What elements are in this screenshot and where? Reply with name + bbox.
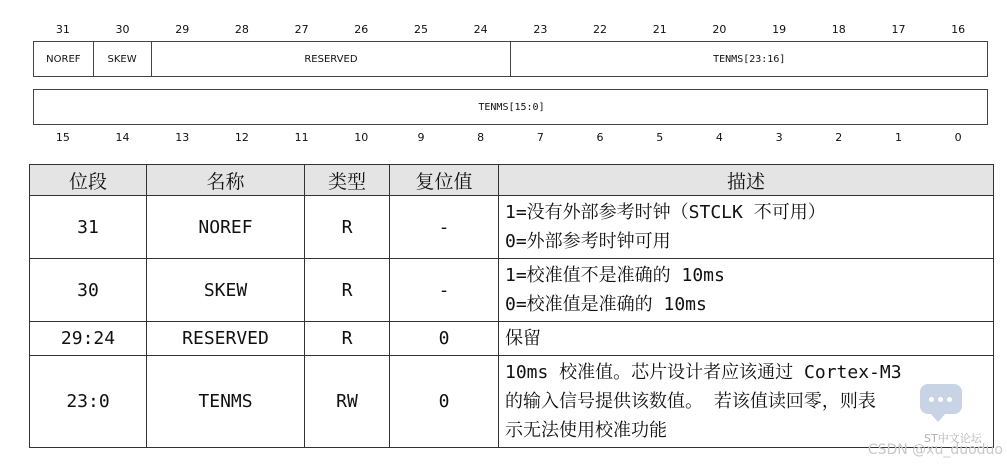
header-type: 类型 xyxy=(305,165,390,196)
description-line: 0=校准值是准确的 10ms xyxy=(505,294,707,315)
register-field: TENMS[15:0] xyxy=(478,101,545,113)
bit-number: 9 xyxy=(417,131,425,144)
bit-number: 4 xyxy=(715,131,723,144)
bit-number: 27 xyxy=(294,23,309,36)
register-field: TENMS[23:16] xyxy=(713,53,786,65)
cell-reset: 0 xyxy=(390,322,499,356)
chat-bubble-icon[interactable] xyxy=(920,384,962,414)
table-row xyxy=(30,259,994,322)
cell-reset: 0 xyxy=(390,356,499,448)
bit-number: 23 xyxy=(533,23,548,36)
bit-number: 10 xyxy=(354,131,369,144)
lower-bit-numbers xyxy=(0,130,1007,146)
register-description-table xyxy=(29,164,994,448)
register-field: SKEW xyxy=(93,42,153,76)
cell-bits: 30 xyxy=(30,259,147,322)
description-line: 1=没有外部参考时钟（STCLK 不可用） xyxy=(505,202,826,223)
bit-number: 26 xyxy=(354,23,369,36)
bit-number: 2 xyxy=(835,131,843,144)
bit-number: 18 xyxy=(831,23,846,36)
bit-number: 29 xyxy=(175,23,190,36)
cell-description xyxy=(499,259,994,322)
bit-number: 19 xyxy=(772,23,787,36)
bit-number: 31 xyxy=(55,23,70,36)
cell-type: R xyxy=(305,259,390,322)
cell-description xyxy=(499,196,994,259)
cell-description xyxy=(499,322,994,356)
cell-name: NOREF xyxy=(147,196,305,259)
header-name: 名称 xyxy=(147,165,305,196)
cell-bits: 29:24 xyxy=(30,322,147,356)
cell-bits: 31 xyxy=(30,196,147,259)
cell-name: SKEW xyxy=(147,259,305,322)
bit-number: 3 xyxy=(775,131,783,144)
bit-number: 7 xyxy=(536,131,544,144)
description-line: 10ms 校准值。芯片设计者应该通过 Cortex-M3 xyxy=(505,362,902,383)
description-line: 的输入信号提供该数值。 若该值读回零，则表 xyxy=(505,391,876,412)
bit-number: 22 xyxy=(593,23,608,36)
description-line: 1=校准值不是准确的 10ms xyxy=(505,265,725,286)
cell-type: RW xyxy=(305,356,390,448)
bit-number: 28 xyxy=(234,23,249,36)
bit-number: 24 xyxy=(473,23,488,36)
register-field: NOREF xyxy=(34,42,94,76)
watermark-csdn: CSDN @xu_duoduo xyxy=(867,442,1003,458)
bit-number: 15 xyxy=(55,131,70,144)
cell-type: R xyxy=(305,322,390,356)
bit-number: 25 xyxy=(413,23,428,36)
cell-bits: 23:0 xyxy=(30,356,147,448)
description-line: 0=外部参考时钟可用 xyxy=(505,231,671,252)
bit-number: 14 xyxy=(115,131,130,144)
table-row xyxy=(30,196,994,259)
bit-number: 13 xyxy=(175,131,190,144)
table-row xyxy=(30,356,994,448)
watermark-forum: ST中文论坛 xyxy=(924,432,982,445)
bit-number: 1 xyxy=(894,131,902,144)
bit-number: 0 xyxy=(954,131,962,144)
bit-number: 21 xyxy=(652,23,667,36)
table-header-row xyxy=(30,165,994,196)
bit-number: 6 xyxy=(596,131,604,144)
bit-number: 12 xyxy=(234,131,249,144)
cell-name: RESERVED xyxy=(147,322,305,356)
header-bits: 位段 xyxy=(30,165,147,196)
register-field: RESERVED xyxy=(152,42,510,76)
register-upper-half xyxy=(33,41,988,77)
bit-number: 17 xyxy=(891,23,906,36)
header-description: 描述 xyxy=(499,165,994,196)
bit-number: 20 xyxy=(712,23,727,36)
register-lower-half xyxy=(33,89,988,125)
description-line: 保留 xyxy=(505,328,541,349)
cell-type: R xyxy=(305,196,390,259)
bit-number: 5 xyxy=(656,131,664,144)
bit-number: 30 xyxy=(115,23,130,36)
table-row xyxy=(30,322,994,356)
bit-number: 8 xyxy=(477,131,485,144)
description-line: 示无法使用校准功能 xyxy=(505,420,667,441)
bit-number: 16 xyxy=(951,23,966,36)
upper-bit-numbers xyxy=(0,22,1007,38)
cell-name: TENMS xyxy=(147,356,305,448)
cell-reset: - xyxy=(390,259,499,322)
cell-reset: - xyxy=(390,196,499,259)
header-reset: 复位值 xyxy=(390,165,499,196)
bit-number: 11 xyxy=(294,131,309,144)
